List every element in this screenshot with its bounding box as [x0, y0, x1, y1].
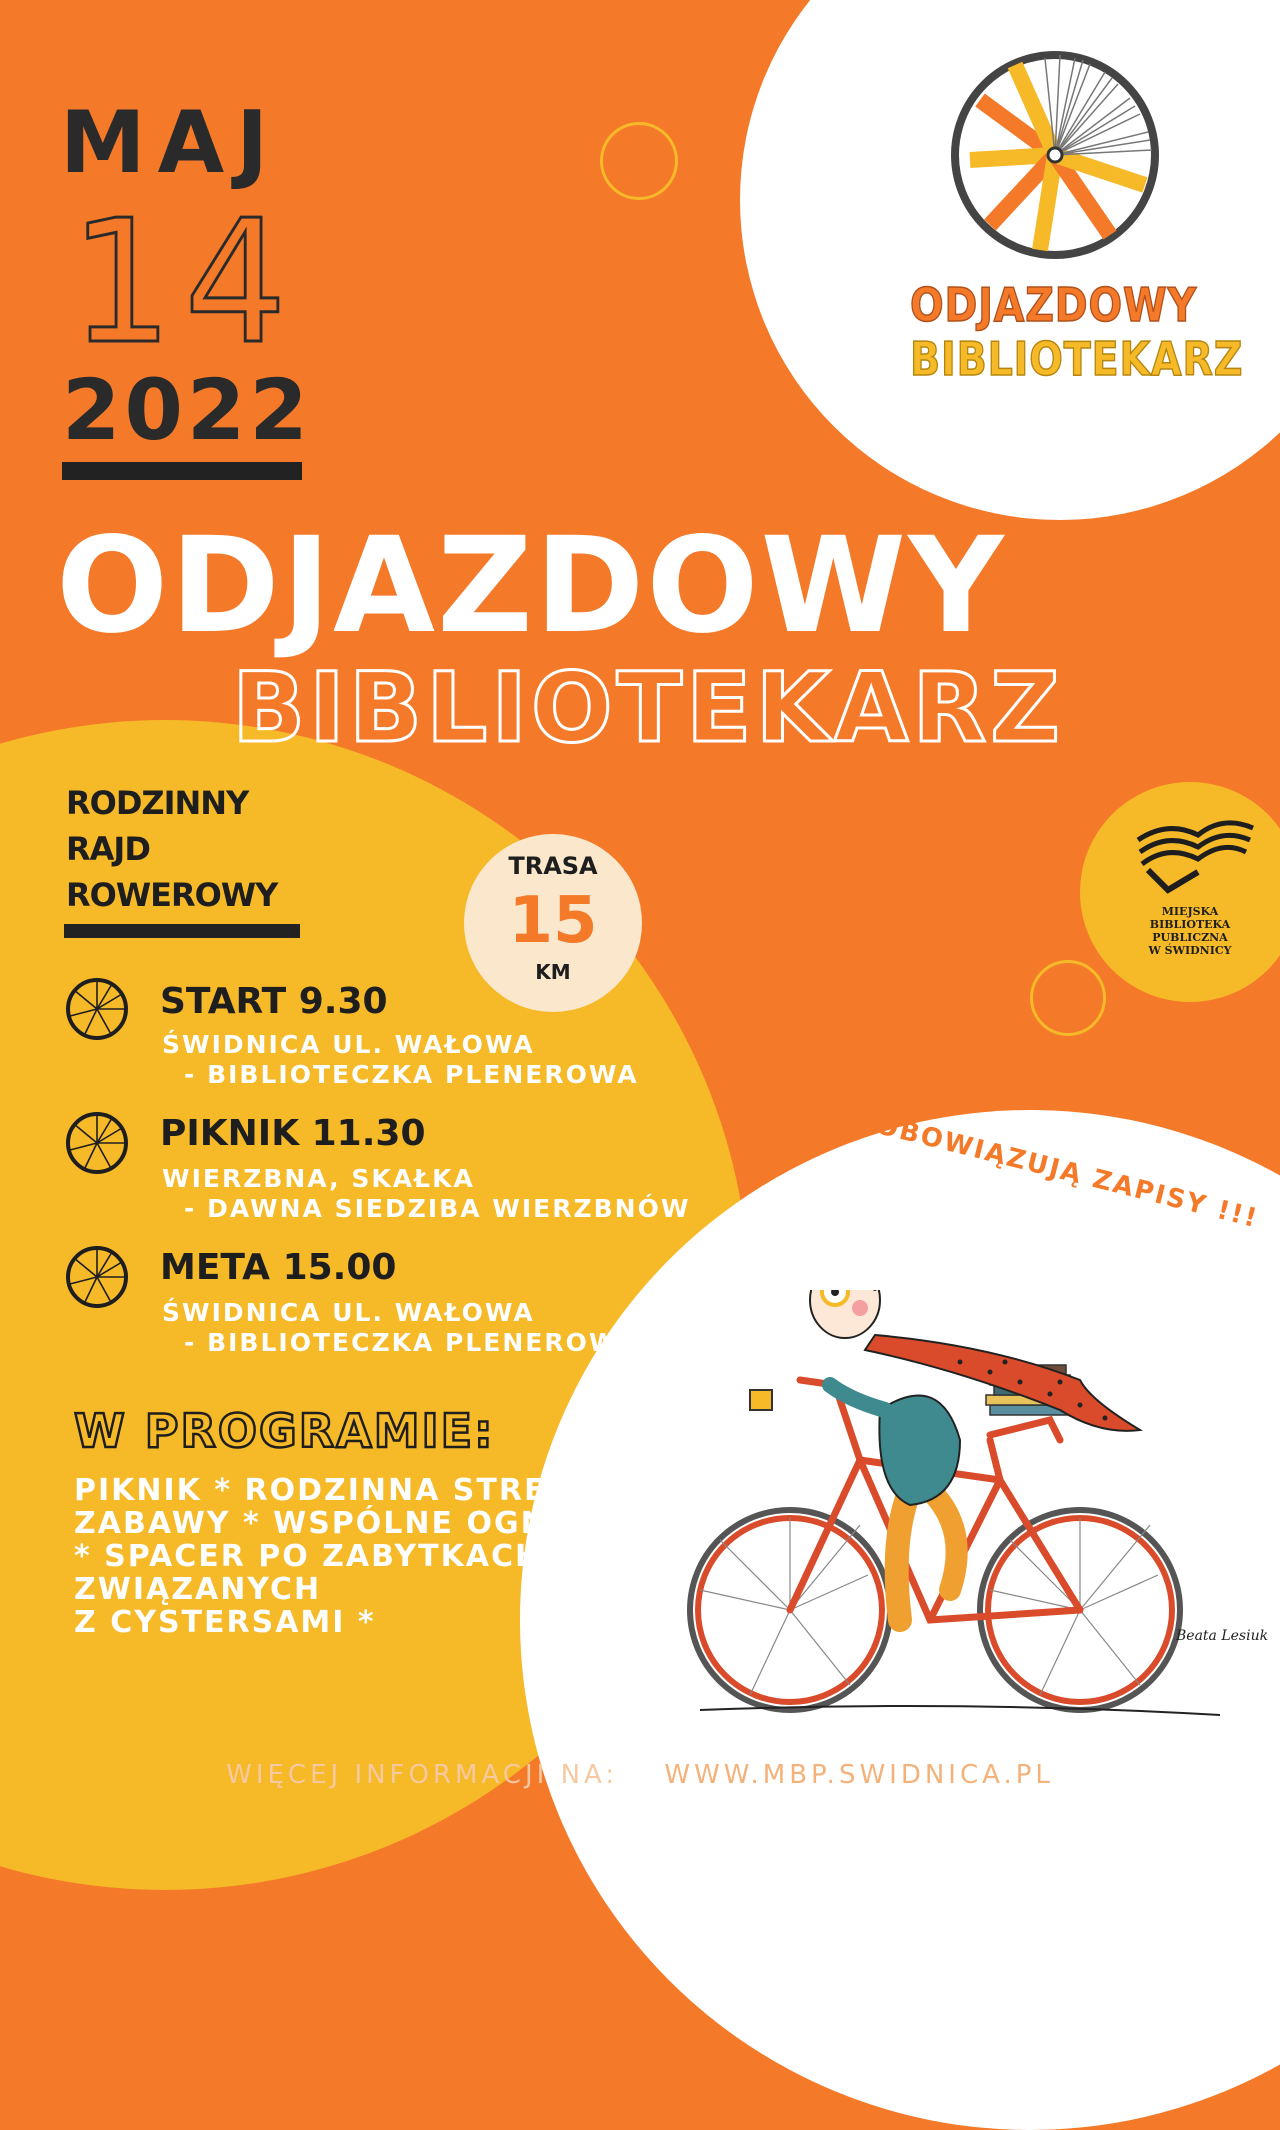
divider-bar	[64, 924, 300, 938]
bike-wheel-icon	[64, 1244, 130, 1310]
wheel-book-logo-icon	[940, 40, 1170, 270]
divider-bar	[62, 462, 302, 480]
program-list: PIKNIK * RODZINNA STREFA ZABAWY * WSPÓLNE OGNISKO * SPACER PO ZABYTKACH ZWIĄZANYCH Z CYSTERSAMI *	[74, 1473, 636, 1640]
schedule-details: ŚWIDNICA UL. WAŁOWA - BIBLIOTECZKA PLENEROWA	[162, 1298, 639, 1357]
event-type: RODZINNY RAJD ROWEROWY	[66, 784, 278, 914]
date-month: MAJ	[60, 93, 281, 193]
headline-line2: BIBLIOTEKARZ	[232, 652, 1064, 764]
footer	[0, 1760, 1280, 1790]
library-book-icon	[1128, 810, 1258, 900]
registration-notice: OBOWIĄZUJĄ ZAPISY !!!	[872, 1110, 1262, 1235]
program-heading: W PROGRAMIE:	[74, 1404, 495, 1458]
route-label: TRASA	[508, 852, 598, 880]
footer-label: WIĘCEJ INFORMACJI NA:	[226, 1760, 619, 1790]
decorative-ring	[1030, 960, 1106, 1036]
schedule-title: META 15.00	[160, 1247, 397, 1288]
footer-url[interactable]: WWW.MBP.SWIDNICA.PL	[664, 1760, 1054, 1790]
date-year: 2022	[62, 361, 312, 459]
schedule-title: START 9.30	[160, 981, 388, 1022]
schedule-title: PIKNIK 11.30	[160, 1113, 426, 1154]
headline-line1: ODJAZDOWY	[56, 509, 1006, 663]
date-day: 14	[70, 184, 299, 382]
bike-wheel-icon	[64, 976, 130, 1042]
route-length: 15	[508, 884, 598, 958]
library-name: MIEJSKA BIBLIOTEKA PUBLICZNA W ŚWIDNICY	[1148, 905, 1232, 957]
cyclist-illustration-icon	[660, 1290, 1260, 1730]
bike-wheel-icon	[64, 1110, 130, 1176]
decorative-ring	[600, 122, 678, 200]
route-unit: KM	[535, 960, 571, 984]
schedule-details: ŚWIDNICA UL. WAŁOWA - BIBLIOTECZKA PLENEROWA	[162, 1030, 639, 1089]
logo-text-line1: ODJAZDOWY	[910, 278, 1197, 332]
artist-signature: Beata Lesiuk	[1176, 1628, 1269, 1644]
logo-text-line2: BIBLIOTEKARZ	[910, 332, 1244, 386]
schedule-details: WIERZBNA, SKAŁKA - DAWNA SIEDZIBA WIERZBNÓW	[162, 1164, 691, 1223]
